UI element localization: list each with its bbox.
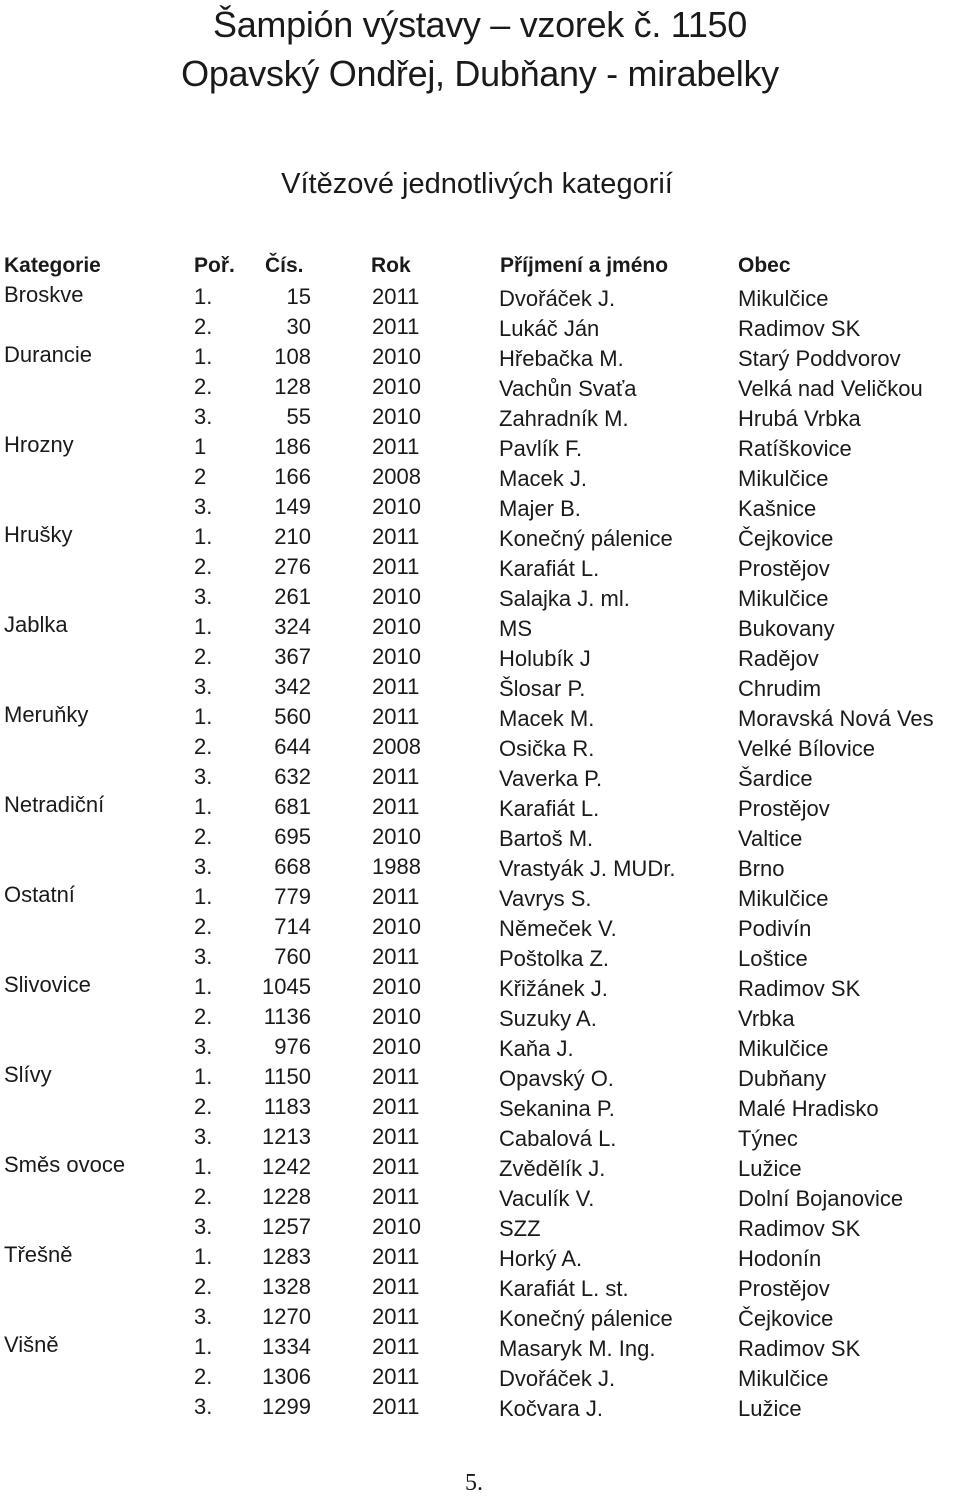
municipality-cell: Šardice — [738, 766, 813, 791]
sample-number-cell: 668 — [274, 854, 311, 879]
table-row — [0, 914, 960, 944]
year-cell: 2010 — [372, 644, 421, 669]
year-cell: 2010 — [372, 374, 421, 399]
table-row — [0, 464, 960, 494]
year-cell: 2010 — [372, 344, 421, 369]
table-row — [0, 314, 960, 344]
year-cell: 2010 — [372, 1034, 421, 1059]
header-obec: Obec — [738, 254, 791, 277]
name-cell: Suzuky A. — [499, 1006, 597, 1031]
sample-number-cell: 644 — [274, 734, 311, 759]
header-kategorie: Kategorie — [4, 254, 101, 277]
rank-cell: 2. — [194, 374, 213, 399]
year-cell: 2011 — [372, 314, 420, 339]
municipality-cell: Prostějov — [738, 556, 830, 581]
rank-cell: 1. — [194, 1244, 213, 1269]
sample-number-cell: 108 — [274, 344, 311, 369]
table-row — [0, 374, 960, 404]
category-cell: Jablka — [4, 612, 68, 637]
name-cell: Karafiát L. — [499, 796, 600, 821]
municipality-cell: Prostějov — [738, 796, 830, 821]
sample-number-cell: 760 — [274, 944, 311, 969]
table-row — [0, 854, 960, 884]
table-row — [0, 704, 960, 734]
rank-cell: 1. — [194, 614, 213, 639]
category-cell: Netradiční — [4, 792, 105, 817]
category-cell: Višně — [4, 1332, 59, 1357]
municipality-cell: Mikulčice — [738, 586, 829, 611]
table-row — [0, 974, 960, 1004]
table-row — [0, 1184, 960, 1214]
municipality-cell: Bukovany — [738, 616, 835, 641]
year-cell: 2011 — [372, 944, 420, 969]
year-cell: 2011 — [372, 1244, 420, 1269]
name-cell: Vavrys S. — [499, 886, 592, 911]
sample-number-cell: 1242 — [262, 1154, 311, 1179]
sample-number-cell: 1328 — [262, 1274, 311, 1299]
municipality-cell: Hrubá Vrbka — [738, 406, 861, 431]
sample-number-cell: 367 — [274, 644, 311, 669]
name-cell: Karafiát L. — [499, 556, 600, 581]
municipality-cell: Podivín — [738, 916, 812, 941]
category-cell: Durancie — [4, 342, 93, 367]
rank-cell: 2. — [194, 734, 213, 759]
name-cell: Karafiát L. st. — [499, 1276, 629, 1301]
name-cell: Sekanina P. — [499, 1096, 615, 1121]
rank-cell: 3. — [194, 1394, 213, 1419]
rank-cell: 1. — [194, 524, 213, 549]
municipality-cell: Mikulčice — [738, 1366, 829, 1391]
page-title-line2: Opavský Ondřej, Dubňany - mirabelky — [181, 53, 779, 94]
rank-cell: 1. — [194, 794, 213, 819]
municipality-cell: Lužice — [738, 1156, 802, 1181]
table-row — [0, 1064, 960, 1094]
name-cell: Vachůn Svaťa — [499, 376, 637, 401]
sample-number-cell: 1257 — [262, 1214, 311, 1239]
table-row — [0, 1364, 960, 1394]
sample-number-cell: 186 — [274, 434, 311, 459]
year-cell: 2011 — [372, 674, 420, 699]
municipality-cell: Moravská Nová Ves — [738, 706, 934, 731]
name-cell: Horký A. — [499, 1246, 583, 1271]
year-cell: 2010 — [372, 494, 421, 519]
page-number: 5. — [465, 1470, 483, 1496]
rank-cell: 1. — [194, 884, 213, 909]
municipality-cell: Lužice — [738, 1396, 802, 1421]
municipality-cell: Starý Poddvorov — [738, 346, 901, 371]
municipality-cell: Chrudim — [738, 676, 822, 701]
sample-number-cell: 55 — [286, 404, 311, 429]
table-row — [0, 1124, 960, 1154]
table-row — [0, 524, 960, 554]
table-row — [0, 1244, 960, 1274]
name-cell: Zvědělík J. — [499, 1156, 606, 1181]
table-row — [0, 1334, 960, 1364]
page-title-line1: Šampión výstavy – vzorek č. 1150 — [213, 4, 747, 45]
name-cell: Majer B. — [499, 496, 581, 521]
year-cell: 2010 — [372, 584, 421, 609]
sample-number-cell: 1306 — [262, 1364, 311, 1389]
table-row — [0, 944, 960, 974]
table-row — [0, 344, 960, 374]
sample-number-cell: 560 — [274, 704, 311, 729]
rank-cell: 1. — [194, 1064, 213, 1089]
sample-number-cell: 276 — [274, 554, 311, 579]
municipality-cell: Radimov SK — [738, 1216, 861, 1241]
year-cell: 2011 — [372, 1364, 420, 1389]
rank-cell: 1. — [194, 1334, 213, 1359]
municipality-cell: Týnec — [738, 1126, 798, 1151]
sample-number-cell: 261 — [274, 584, 311, 609]
name-cell: Dvořáček J. — [499, 1366, 616, 1391]
municipality-cell: Čejkovice — [738, 1306, 834, 1331]
year-cell: 2011 — [372, 434, 420, 459]
name-cell: Hřebačka M. — [499, 346, 624, 371]
rank-cell: 2. — [194, 914, 213, 939]
table-header — [0, 254, 960, 280]
rank-cell: 2. — [194, 644, 213, 669]
year-cell: 2011 — [372, 1274, 420, 1299]
year-cell: 2011 — [372, 524, 420, 549]
name-cell: Lukáč Ján — [499, 316, 600, 341]
municipality-cell: Radějov — [738, 646, 819, 671]
sample-number-cell: 149 — [274, 494, 311, 519]
rank-cell: 3. — [194, 764, 213, 789]
rank-cell: 1. — [194, 284, 213, 309]
table-row — [0, 1004, 960, 1034]
municipality-cell: Velké Bílovice — [738, 736, 875, 761]
rank-cell: 3. — [194, 1034, 213, 1059]
municipality-cell: Čejkovice — [738, 526, 834, 551]
sample-number-cell: 976 — [274, 1034, 311, 1059]
rank-cell: 1. — [194, 974, 213, 999]
year-cell: 2008 — [372, 734, 421, 759]
table-row — [0, 494, 960, 524]
name-cell: Němeček V. — [499, 916, 617, 941]
year-cell: 2010 — [372, 974, 421, 999]
sample-number-cell: 1299 — [262, 1394, 311, 1419]
municipality-cell: Vrbka — [738, 1006, 795, 1031]
municipality-cell: Radimov SK — [738, 316, 861, 341]
name-cell: Zahradník M. — [499, 406, 629, 431]
name-cell: SZZ — [499, 1216, 541, 1241]
category-cell: Směs ovoce — [4, 1152, 126, 1177]
municipality-cell: Mikulčice — [738, 886, 829, 911]
sample-number-cell: 695 — [274, 824, 311, 849]
rank-cell: 1. — [194, 1154, 213, 1179]
municipality-cell: Mikulčice — [738, 1036, 829, 1061]
year-cell: 2010 — [372, 824, 421, 849]
sample-number-cell: 166 — [274, 464, 311, 489]
name-cell: Vaculík V. — [499, 1186, 595, 1211]
rank-cell: 3. — [194, 1214, 213, 1239]
name-cell: Křižánek J. — [499, 976, 608, 1001]
table-row — [0, 1304, 960, 1334]
name-cell: Kaňa J. — [499, 1036, 574, 1061]
rank-cell: 3. — [194, 1304, 213, 1329]
year-cell: 2011 — [372, 794, 420, 819]
table-row — [0, 824, 960, 854]
sample-number-cell: 324 — [274, 614, 311, 639]
name-cell: Osička R. — [499, 736, 595, 761]
sample-number-cell: 1045 — [262, 974, 311, 999]
header-prijmeni-jmeno: Příjmení a jméno — [500, 254, 669, 277]
table-row — [0, 1154, 960, 1184]
year-cell: 1988 — [372, 854, 421, 879]
rank-cell: 3. — [194, 584, 213, 609]
name-cell: Konečný pálenice — [499, 1306, 673, 1331]
header-poradi: Poř. — [194, 254, 235, 277]
municipality-cell: Loštice — [738, 946, 808, 971]
rank-cell: 1. — [194, 344, 213, 369]
sample-number-cell: 714 — [274, 914, 311, 939]
table-row — [0, 554, 960, 584]
municipality-cell: Mikulčice — [738, 466, 829, 491]
table-row — [0, 284, 960, 314]
name-cell: Konečný pálenice — [499, 526, 673, 551]
table-row — [0, 1274, 960, 1304]
sample-number-cell: 128 — [274, 374, 311, 399]
year-cell: 2011 — [372, 554, 420, 579]
rank-cell: 2. — [194, 554, 213, 579]
page-subtitle: Vítězové jednotlivých kategorií — [281, 168, 673, 200]
year-cell: 2011 — [372, 1094, 420, 1119]
municipality-cell: Radimov SK — [738, 976, 861, 1001]
table-row — [0, 1214, 960, 1244]
municipality-cell: Hodonín — [738, 1246, 822, 1271]
table-row — [0, 1094, 960, 1124]
sample-number-cell: 342 — [274, 674, 311, 699]
rank-cell: 2. — [194, 1004, 213, 1029]
name-cell: Vrastyák J. MUDr. — [499, 856, 676, 881]
table-row — [0, 734, 960, 764]
name-cell: Vaverka P. — [499, 766, 603, 791]
year-cell: 2010 — [372, 1004, 421, 1029]
municipality-cell: Ratíškovice — [738, 436, 852, 461]
rank-cell: 2. — [194, 1274, 213, 1299]
category-cell: Slívy — [4, 1062, 52, 1087]
table-row — [0, 674, 960, 704]
table-row — [0, 1034, 960, 1064]
name-cell: Masaryk M. Ing. — [499, 1336, 656, 1361]
name-cell: Dvořáček J. — [499, 286, 616, 311]
table-row — [0, 434, 960, 464]
name-cell: Bartoš M. — [499, 826, 594, 851]
year-cell: 2008 — [372, 464, 421, 489]
name-cell: Macek M. — [499, 706, 595, 731]
year-cell: 2010 — [372, 614, 421, 639]
year-cell: 2011 — [372, 704, 420, 729]
rank-cell: 2. — [194, 1184, 213, 1209]
sample-number-cell: 1270 — [262, 1304, 311, 1329]
name-cell: Poštolka Z. — [499, 946, 610, 971]
table-row — [0, 794, 960, 824]
year-cell: 2010 — [372, 404, 421, 429]
year-cell: 2011 — [372, 1124, 420, 1149]
sample-number-cell: 1283 — [262, 1244, 311, 1269]
year-cell: 2011 — [372, 1184, 420, 1209]
municipality-cell: Valtice — [738, 826, 803, 851]
municipality-cell: Malé Hradisko — [738, 1096, 879, 1121]
sample-number-cell: 632 — [274, 764, 311, 789]
municipality-cell: Prostějov — [738, 1276, 830, 1301]
rank-cell: 2. — [194, 1364, 213, 1389]
year-cell: 2011 — [372, 284, 420, 309]
name-cell: Cabalová L. — [499, 1126, 617, 1151]
sample-number-cell: 1334 — [262, 1334, 311, 1359]
sample-number-cell: 681 — [274, 794, 311, 819]
category-cell: Slivovice — [4, 972, 91, 997]
sample-number-cell: 15 — [286, 284, 311, 309]
rank-cell: 3. — [194, 494, 213, 519]
sample-number-cell: 210 — [274, 524, 311, 549]
rank-cell: 3. — [194, 944, 213, 969]
table-row — [0, 764, 960, 794]
header-cislo: Čís. — [265, 254, 304, 277]
table-row — [0, 1394, 960, 1424]
category-cell: Hrušky — [4, 522, 73, 547]
rank-cell: 2. — [194, 1094, 213, 1119]
municipality-cell: Radimov SK — [738, 1336, 861, 1361]
name-cell: Šlosar P. — [499, 676, 586, 701]
name-cell: Kočvara J. — [499, 1396, 603, 1421]
municipality-cell: Velká nad Veličkou — [738, 376, 923, 401]
table-row — [0, 644, 960, 674]
municipality-cell: Dubňany — [738, 1066, 827, 1091]
sample-number-cell: 1150 — [263, 1064, 311, 1089]
rank-cell: 3. — [194, 404, 213, 429]
year-cell: 2011 — [372, 1304, 420, 1329]
sample-number-cell: 1136 — [263, 1004, 311, 1029]
name-cell: Pavlík F. — [499, 436, 583, 461]
table-row — [0, 584, 960, 614]
name-cell: Macek J. — [499, 466, 588, 491]
name-cell: MS — [499, 616, 532, 641]
name-cell: Salajka J. ml. — [499, 586, 630, 611]
sample-number-cell: 1213 — [262, 1124, 311, 1149]
sample-number-cell: 1228 — [262, 1184, 311, 1209]
year-cell: 2010 — [372, 914, 421, 939]
rank-cell: 2. — [194, 314, 213, 339]
category-cell: Meruňky — [4, 702, 89, 727]
table-row — [0, 884, 960, 914]
header-rok: Rok — [371, 254, 411, 277]
category-cell: Třešně — [4, 1242, 73, 1267]
sample-number-cell: 30 — [286, 314, 311, 339]
rank-cell: 1. — [194, 704, 213, 729]
municipality-cell: Kašnice — [738, 496, 817, 521]
results-table — [0, 284, 960, 1424]
table-row — [0, 614, 960, 644]
year-cell: 2010 — [372, 1214, 421, 1239]
rank-cell: 2 — [194, 464, 207, 489]
rank-cell: 2. — [194, 824, 213, 849]
year-cell: 2011 — [372, 1394, 420, 1419]
year-cell: 2011 — [372, 1334, 420, 1359]
municipality-cell: Brno — [738, 856, 785, 881]
name-cell: Opavský O. — [499, 1066, 614, 1091]
year-cell: 2011 — [372, 764, 420, 789]
municipality-cell: Dolní Bojanovice — [738, 1186, 904, 1211]
rank-cell: 3. — [194, 854, 213, 879]
year-cell: 2011 — [372, 1154, 420, 1179]
rank-cell: 1 — [194, 434, 207, 459]
name-cell: Holubík J — [499, 646, 591, 671]
category-cell: Ostatní — [4, 882, 75, 907]
rank-cell: 3. — [194, 1124, 213, 1149]
category-cell: Broskve — [4, 282, 84, 307]
sample-number-cell: 779 — [274, 884, 311, 909]
sample-number-cell: 1183 — [263, 1094, 311, 1119]
table-row — [0, 404, 960, 434]
rank-cell: 3. — [194, 674, 213, 699]
year-cell: 2011 — [372, 884, 420, 909]
category-cell: Hrozny — [4, 432, 74, 457]
municipality-cell: Mikulčice — [738, 286, 829, 311]
year-cell: 2011 — [372, 1064, 420, 1089]
